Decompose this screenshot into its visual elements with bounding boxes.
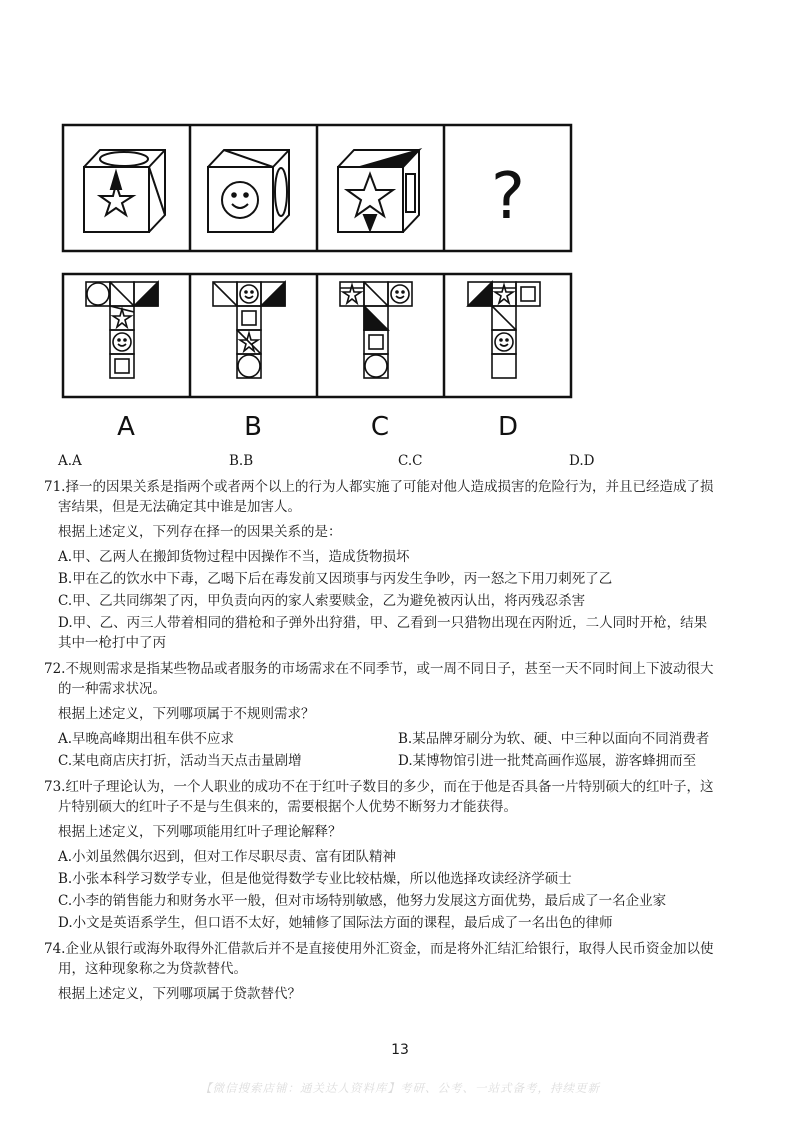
q71-option-c: C.甲、乙共同绑架了丙，甲负责向丙的家人索要赎金，乙为避免被丙认出，将丙残忍杀害 — [58, 593, 586, 609]
q71-option-a: A.甲、乙两人在搬卸货物过程中因操作不当，造成货物损坏 — [58, 549, 410, 565]
q71-stem-line-2: 害结果，但是无法确定其中谁是加害人。 — [58, 499, 301, 515]
option-letter-b: B — [244, 412, 262, 442]
q73-prompt: 根据上述定义，下列哪项能用红叶子理论解释？ — [58, 824, 342, 840]
q72-prompt: 根据上述定义，下列哪项属于不规则需求？ — [58, 706, 315, 722]
q73-option-d: D.小文是英语系学生，但口语不太好，她辅修了国际法方面的课程，最后成了一名出色的律师 — [58, 915, 613, 931]
q74-stem-line-2: 用，这种现象称之为贷款替代。 — [58, 961, 247, 977]
option-letter-c: C — [370, 412, 390, 442]
cube-3 — [338, 150, 419, 232]
black-triangle-shape — [111, 172, 121, 189]
black-triangle-shape — [364, 215, 376, 230]
q71-option-d-line-1: D.甲、乙、丙三人带着相同的猎枪和子弹外出狩猎，甲、乙看到一只猎物出现在丙附近，二人同时开枪，结果 — [58, 615, 708, 631]
q74-stem-line-1: 74.企业从银行或海外取得外汇借款后并不是直接使用外汇资金，而是将外汇结汇给银行，取得人民币资金加以使 — [44, 941, 714, 957]
q71-option-b: B.甲在乙的饮水中下毒，乙喝下后在毒发前又因琐事与丙发生争吵，丙一怒之下用刀刺死了乙 — [58, 571, 613, 587]
q70-option-c: C.C — [398, 453, 423, 469]
q72-option-c: C.某电商店庆打折，活动当天点击量剧增 — [58, 753, 302, 769]
q71-option-d-line-2: 其中一枪打中了丙 — [58, 635, 166, 651]
reasoning-figure — [60, 122, 574, 442]
q70-option-d: D.D — [569, 453, 595, 469]
q73-stem-line-2: 片特别硕大的红叶子不是与生俱来的，需要根据个人优势不断努力才能获得。 — [58, 799, 517, 815]
cube-1 — [84, 150, 165, 232]
q71-stem-line-1: 71.择一的因果关系是指两个或者两个以上的行为人都实施了可能对他人造成损害的危险行为，并且已经造成了损 — [44, 479, 714, 495]
q70-option-b: B.B — [229, 453, 254, 469]
net-a — [86, 282, 158, 378]
q72-option-b: B.某品牌牙刷分为软、硬、中三种以面向不同消费者 — [398, 731, 710, 747]
option-letter-d: D — [497, 412, 519, 442]
q71-prompt: 根据上述定义，下列存在择一的因果关系的是： — [58, 524, 342, 540]
q70-option-a: A.A — [58, 453, 82, 469]
page-number: 13 — [391, 1042, 409, 1058]
q73-option-a: A.小刘虽然偶尔迟到，但对工作尽职尽责、富有团队精神 — [58, 849, 397, 865]
net-d — [468, 282, 540, 378]
net-b — [213, 282, 285, 378]
q72-option-d: D.某博物馆引进一批梵高画作巡展，游客蜂拥而至 — [398, 753, 697, 769]
cube-2 — [208, 150, 289, 232]
question-mark: ? — [491, 160, 525, 234]
q74-prompt: 根据上述定义，下列哪项属于贷款替代？ — [58, 986, 301, 1002]
smiley-shape — [222, 182, 258, 218]
q72-stem-line-1: 72.不规则需求是指某些物品或者服务的市场需求在不同季节，或一周不同日子，甚至一天不同时间上下波动很大 — [44, 661, 714, 677]
q72-option-a: A.早晚高峰期出租车供不应求 — [58, 731, 235, 747]
q72-stem-line-2: 的一种需求状况。 — [58, 681, 166, 697]
watermark-text: 【微信搜索店铺：通关达人资料库】考研、公考、一站式备考，持续更新 — [200, 1081, 600, 1095]
net-c — [340, 282, 412, 378]
q73-option-c: C.小李的销售能力和财务水平一般，但对市场特别敏感，他努力发展这方面优势，最后成了一名企业家 — [58, 893, 667, 909]
option-letter-a: A — [117, 412, 135, 442]
star-shape — [347, 174, 393, 216]
q73-stem-line-1: 73.红叶子理论认为，一个人职业的成功不在于红叶子数目的多少，而在于他是否具备一片特别硕大的红叶子，这 — [44, 779, 714, 795]
q73-option-b: B.小张本科学习数学专业，但是他觉得数学专业比较枯燥，所以他选择攻读经济学硕士 — [58, 871, 572, 887]
